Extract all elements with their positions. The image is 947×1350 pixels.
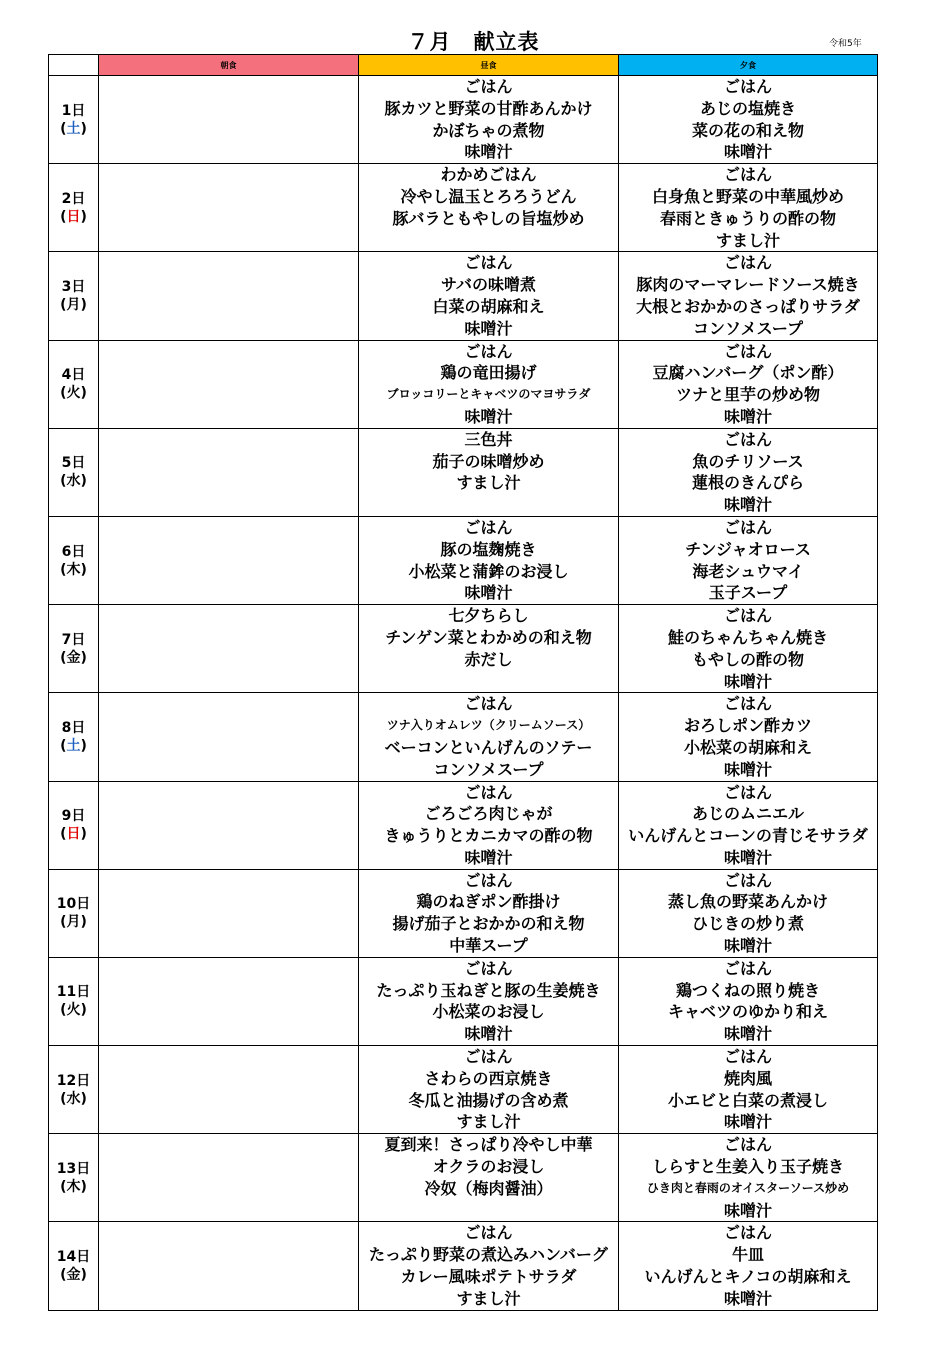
dish-item: 味噌汁 <box>723 671 772 691</box>
dinner-cell <box>619 428 878 516</box>
dish-item: ごはん <box>464 958 513 978</box>
date-label: 6日 <box>61 543 86 560</box>
dish-item: チンゲン菜とわかめの和え物 <box>385 627 592 647</box>
dish-item: きゅうりとカニカマの酢の物 <box>384 826 593 846</box>
lunch-cell <box>359 76 619 164</box>
paren-close: ) <box>80 649 87 666</box>
dish-item: 豚肉のマーマレードソース焼き <box>636 275 860 295</box>
dish-item: すまし汁 <box>715 230 780 250</box>
dish-item: ごはん <box>723 782 772 802</box>
dish-item: サバの味噌煮 <box>440 275 537 295</box>
dish-item: ごはん <box>723 694 772 714</box>
table-row <box>49 1046 878 1134</box>
dish-item: 小松菜の胡麻和え <box>683 737 812 757</box>
paren-open: ( <box>60 914 67 931</box>
lunch-cell <box>359 1134 619 1222</box>
date-cell <box>49 1046 99 1134</box>
weekday-label: 火 <box>66 1002 81 1019</box>
table-row <box>49 869 878 957</box>
dish-item: 蒸し魚の野菜あんかけ <box>667 892 828 912</box>
dish-item: しらすと生姜入り玉子焼き <box>651 1157 844 1177</box>
dish-item: ごはん <box>464 1047 513 1067</box>
paren-close: ) <box>80 1090 87 1107</box>
paren-open: ( <box>60 1090 67 1107</box>
lunch-cell <box>359 252 619 340</box>
dinner-cell <box>619 1222 878 1310</box>
weekday-label: 土 <box>66 737 81 754</box>
dish-item: 味噌汁 <box>464 318 513 338</box>
breakfast-cell <box>99 869 359 957</box>
dish-item: 焼肉風 <box>723 1068 772 1088</box>
dish-item: もやしの酢の物 <box>691 649 804 669</box>
page-title: ７月 献立表 <box>407 30 540 54</box>
dish-item: 味噌汁 <box>723 1112 772 1132</box>
date-cell <box>49 252 99 340</box>
dish-item: ごはん <box>723 165 772 185</box>
dish-item: カレー風味ポテトサラダ <box>400 1267 577 1287</box>
paren-close: ) <box>80 296 87 313</box>
table-row <box>49 516 878 604</box>
lunch-cell <box>359 869 619 957</box>
dish-item: ごはん <box>723 1223 772 1243</box>
dish-item: 白身魚と野菜の中華風炒め <box>651 186 844 206</box>
dish-item: 味噌汁 <box>464 847 513 867</box>
dish-item: 夏到来！さっぱり冷やし中華 <box>384 1135 593 1155</box>
dinner-cell <box>619 605 878 693</box>
dish-item: 味噌汁 <box>723 142 772 162</box>
dish-item: 冷奴（梅肉醤油） <box>424 1178 553 1198</box>
lunch-header: 昼食 <box>359 55 619 76</box>
dish-item: 玉子スープ <box>708 583 788 603</box>
table-row <box>49 957 878 1045</box>
date-cell <box>49 605 99 693</box>
dinner-cell <box>619 1134 878 1222</box>
menu-body <box>49 76 878 1311</box>
paren-close: ) <box>80 561 87 578</box>
dish-item: 鮭のちゃんちゃん焼き <box>667 627 828 647</box>
dish-item: 小松菜のお浸し <box>432 1002 545 1022</box>
table-row <box>49 76 878 164</box>
dish-item: 味噌汁 <box>723 1288 772 1308</box>
dish-item: 冬瓜と油揚げの含め煮 <box>408 1090 569 1110</box>
paren-close: ) <box>80 737 87 754</box>
dish-item: 牛皿 <box>731 1245 764 1265</box>
dish-item: ツナと里芋の炒め物 <box>675 385 820 405</box>
date-label: 10日 <box>56 896 91 913</box>
paren-open: ( <box>60 473 67 490</box>
dish-item: ごろごろ肉じゃが <box>424 804 553 824</box>
paren-close: ) <box>80 385 87 402</box>
weekday-label: 月 <box>66 914 81 931</box>
dish-item: わかめごはん <box>440 165 537 185</box>
date-label: 14日 <box>56 1249 91 1266</box>
table-row <box>49 164 878 252</box>
dish-item: ごはん <box>723 253 772 273</box>
dinner-cell <box>619 164 878 252</box>
paren-close: ) <box>80 473 87 490</box>
breakfast-cell <box>99 1134 359 1222</box>
dish-item: 味噌汁 <box>723 1200 772 1220</box>
dish-item: ごはん <box>723 429 772 449</box>
dish-item: すまし汁 <box>456 473 521 493</box>
date-cell <box>49 428 99 516</box>
lunch-cell <box>359 693 619 781</box>
dish-item: 茄子の味噌炒め <box>432 451 545 471</box>
dish-item: 三色丼 <box>464 429 513 449</box>
paren-close: ) <box>80 1178 87 1195</box>
weekday-label: 日 <box>66 826 81 843</box>
dish-item: 味噌汁 <box>723 495 772 515</box>
dish-item: ごはん <box>464 77 513 96</box>
dish-item: 味噌汁 <box>723 759 772 779</box>
dish-item: 中華スープ <box>449 936 528 956</box>
paren-close: ) <box>80 826 87 843</box>
table-row <box>49 340 878 428</box>
paren-close: ) <box>80 120 87 137</box>
table-row <box>49 781 878 869</box>
breakfast-cell <box>99 164 359 252</box>
breakfast-cell <box>99 957 359 1045</box>
lunch-cell <box>359 1222 619 1310</box>
dinner-cell <box>619 516 878 604</box>
breakfast-cell <box>99 252 359 340</box>
dish-item: 魚のチリソース <box>692 451 804 471</box>
dish-item: 豚の塩麹焼き <box>440 539 537 559</box>
dish-item: 赤だし <box>464 649 513 669</box>
paren-close: ) <box>80 914 87 931</box>
weekday-label: 土 <box>66 120 81 137</box>
breakfast-cell <box>99 340 359 428</box>
date-label: 9日 <box>61 808 86 825</box>
breakfast-cell <box>99 428 359 516</box>
date-label: 8日 <box>61 719 86 736</box>
paren-open: ( <box>60 120 67 137</box>
date-cell <box>49 516 99 604</box>
lunch-cell <box>359 605 619 693</box>
date-label: 12日 <box>56 1072 91 1089</box>
dish-item: チンジャオロース <box>685 539 811 559</box>
dish-item: 味噌汁 <box>723 847 772 867</box>
dish-item: 海老シュウマイ <box>692 561 804 581</box>
dish-item: あじのムニエル <box>691 804 804 824</box>
paren-open: ( <box>60 826 67 843</box>
dish-item: ごはん <box>464 870 513 890</box>
dish-item: さわらの西京焼き <box>424 1068 553 1088</box>
date-cell <box>49 957 99 1045</box>
dish-item: おろしポン酢カツ <box>683 716 812 736</box>
dish-item: ごはん <box>464 1223 513 1243</box>
dish-item: ごはん <box>723 341 772 361</box>
date-cell <box>49 693 99 781</box>
dinner-cell <box>619 869 878 957</box>
dish-item: すまし汁 <box>456 1288 521 1308</box>
table-row <box>49 693 878 781</box>
dish-item: 豆腐ハンバーグ（ポン酢） <box>652 363 844 383</box>
breakfast-cell <box>99 516 359 604</box>
dish-item: コンソメスープ <box>433 759 544 779</box>
dish-item: たっぷり野菜の煮込みハンバーグ <box>369 1245 608 1265</box>
dish-item: 小エビと白菜の煮浸し <box>667 1090 828 1110</box>
dish-item: 豚バラともやしの旨塩炒め <box>392 208 585 228</box>
paren-close: ) <box>80 1002 87 1019</box>
dish-item: 味噌汁 <box>464 142 513 162</box>
paren-close: ) <box>80 1267 87 1284</box>
lunch-cell <box>359 516 619 604</box>
date-cell <box>49 76 99 164</box>
dinner-cell <box>619 76 878 164</box>
dish-item: ベーコンといんげんのソテー <box>384 737 593 757</box>
dish-item: あじの塩焼き <box>699 98 796 118</box>
date-cell <box>49 781 99 869</box>
dish-item: 冷やし温玉とろろうどん <box>400 186 577 206</box>
date-cell <box>49 869 99 957</box>
dish-item: かぼちゃの煮物 <box>432 120 545 140</box>
date-cell <box>49 1222 99 1310</box>
dish-item: ひじきの炒り煮 <box>691 914 804 934</box>
dish-item: ごはん <box>464 694 513 714</box>
dish-item: 七夕ちらし <box>448 606 529 626</box>
dish-item: コンソメスープ <box>692 318 804 338</box>
paren-open: ( <box>60 1267 67 1284</box>
era-label: 令和5年 <box>829 39 862 49</box>
dish-item: 鶏の竜田揚げ <box>440 363 537 383</box>
weekday-label: 水 <box>66 473 81 490</box>
dish-item: ひき肉と春雨のオイスターソース炒め <box>646 1180 850 1195</box>
paren-open: ( <box>60 1002 67 1019</box>
dinner-cell <box>619 252 878 340</box>
date-label: 3日 <box>61 278 86 295</box>
dish-item: 味噌汁 <box>464 1024 513 1044</box>
dinner-cell <box>619 781 878 869</box>
lunch-cell <box>359 1046 619 1134</box>
dish-item: ツナ入りオムレツ（クリームソース） <box>386 718 591 733</box>
breakfast-cell <box>99 693 359 781</box>
corner-cell <box>49 55 99 76</box>
dish-item: 白菜の胡麻和え <box>432 296 545 316</box>
dinner-cell <box>619 1046 878 1134</box>
dish-item: 味噌汁 <box>464 583 513 603</box>
date-cell <box>49 1134 99 1222</box>
paren-open: ( <box>60 561 67 578</box>
lunch-cell <box>359 781 619 869</box>
paren-open: ( <box>60 385 67 402</box>
dish-item: 蓮根のきんぴら <box>691 473 804 493</box>
dish-item: ブロッコリーとキャベツのマヨサラダ <box>386 387 591 402</box>
dish-item: 豚カツと野菜の甘酢あんかけ <box>384 98 593 118</box>
table-row <box>49 428 878 516</box>
dish-item: 小松菜と蒲鉾のお浸し <box>408 561 569 581</box>
weekday-label: 月 <box>66 296 81 313</box>
breakfast-cell <box>99 76 359 164</box>
date-label: 4日 <box>61 367 86 384</box>
dish-item: 鶏つくねの照り焼き <box>675 980 820 1000</box>
dish-item: 味噌汁 <box>723 1024 772 1044</box>
dish-item: いんげんとコーンの青じそサラダ <box>628 826 868 846</box>
date-label: 2日 <box>61 190 86 207</box>
menu-table <box>48 54 878 1311</box>
dish-item: ごはん <box>723 870 772 890</box>
dish-item: オクラのお浸し <box>432 1157 545 1177</box>
date-cell <box>49 164 99 252</box>
paren-close: ) <box>80 208 87 225</box>
dinner-cell <box>619 957 878 1045</box>
dish-item: ごはん <box>464 782 513 802</box>
paren-open: ( <box>60 649 67 666</box>
dish-item: たっぷり玉ねぎと豚の生姜焼き <box>376 980 601 1000</box>
paren-open: ( <box>60 296 67 313</box>
date-label: 7日 <box>61 631 86 648</box>
dish-item: ごはん <box>464 341 513 361</box>
dish-item: 春雨ときゅうりの酢の物 <box>659 208 836 228</box>
dish-item: 味噌汁 <box>464 406 513 426</box>
table-row <box>49 605 878 693</box>
dish-item: 揚げ茄子とおかかの和え物 <box>392 914 585 934</box>
table-row <box>49 1134 878 1222</box>
dish-item: すまし汁 <box>456 1112 521 1132</box>
date-cell <box>49 340 99 428</box>
dish-item: 菜の花の和え物 <box>691 120 804 140</box>
weekday-label: 金 <box>66 649 81 666</box>
dish-item: ごはん <box>723 1047 772 1067</box>
weekday-label: 木 <box>66 561 81 578</box>
breakfast-cell <box>99 781 359 869</box>
dish-item: 味噌汁 <box>723 406 772 426</box>
paren-open: ( <box>60 737 67 754</box>
dish-item: 大根とおかかのさっぱりサラダ <box>636 296 860 316</box>
dinner-cell <box>619 693 878 781</box>
dish-item: 味噌汁 <box>723 936 772 956</box>
table-row <box>49 1222 878 1310</box>
weekday-label: 水 <box>66 1090 81 1107</box>
dish-item: ごはん <box>723 1135 772 1155</box>
dish-item: ごはん <box>723 606 772 626</box>
table-row <box>49 252 878 340</box>
date-label: 5日 <box>61 455 86 472</box>
header-row <box>49 55 878 76</box>
dish-item: いんげんとキノコの胡麻和え <box>644 1267 852 1287</box>
weekday-label: 日 <box>66 208 81 225</box>
dish-item: ごはん <box>723 77 772 96</box>
breakfast-cell <box>99 1046 359 1134</box>
breakfast-cell <box>99 1222 359 1310</box>
weekday-label: 木 <box>66 1178 81 1195</box>
dish-item: ごはん <box>464 517 513 537</box>
breakfast-cell <box>99 605 359 693</box>
dinner-cell <box>619 340 878 428</box>
dish-item: ごはん <box>723 958 772 978</box>
dish-item: 鶏のねぎポン酢掛け <box>416 892 561 912</box>
paren-open: ( <box>60 208 67 225</box>
dish-item: ごはん <box>464 253 513 273</box>
paren-open: ( <box>60 1178 67 1195</box>
date-label: 13日 <box>56 1160 91 1177</box>
dish-item: ごはん <box>723 517 772 537</box>
breakfast-header: 朝食 <box>99 55 359 76</box>
lunch-cell <box>359 957 619 1045</box>
lunch-cell <box>359 428 619 516</box>
weekday-label: 金 <box>66 1267 81 1284</box>
date-label: 1日 <box>61 102 86 119</box>
date-label: 11日 <box>56 984 91 1001</box>
dinner-header: 夕食 <box>619 55 878 76</box>
weekday-label: 火 <box>66 385 81 402</box>
lunch-cell <box>359 164 619 252</box>
dish-item: キャベツのゆかり和え <box>667 1002 828 1022</box>
lunch-cell <box>359 340 619 428</box>
